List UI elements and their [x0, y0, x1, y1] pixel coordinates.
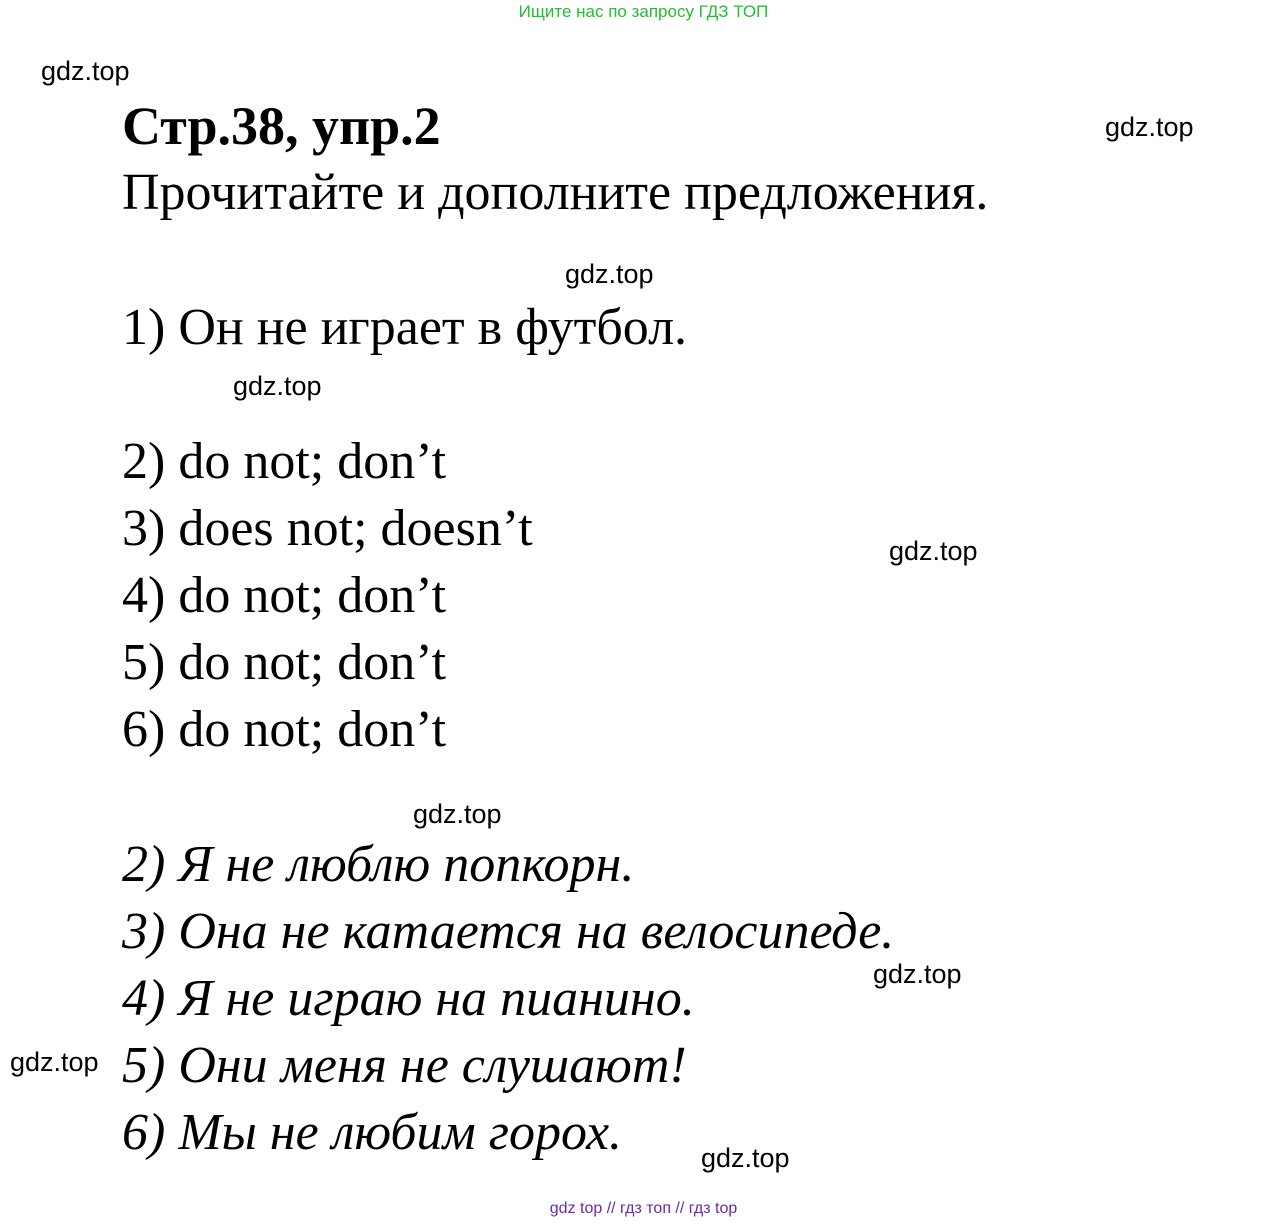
exercise-instruction: Прочитайте и дополните предложения. — [122, 164, 989, 221]
translations-list — [122, 831, 894, 1166]
answer-line: 6) do not; don’t — [122, 701, 447, 758]
first-answer: 1) Он не играет в футбол. — [122, 299, 688, 356]
watermark: gdz.top — [889, 536, 978, 566]
watermark: gdz.top — [233, 371, 322, 401]
answer-line: 2) do not; don’t — [122, 433, 447, 490]
watermark: gdz.top — [701, 1143, 790, 1173]
answer-line: 3) does not; doesn’t — [122, 500, 533, 557]
top-banner: Ищите нас по запросу ГДЗ ТОП — [518, 2, 769, 21]
watermark: gdz.top — [10, 1047, 99, 1077]
exercise-title: Стр.38, упр.2 — [122, 96, 441, 156]
translation-line: 4) Я не играю на пианино. — [122, 970, 695, 1027]
translation-line: 2) Я не люблю попкорн. — [122, 836, 635, 893]
answer-line: 5) do not; don’t — [122, 634, 447, 691]
answers-list — [122, 428, 533, 763]
footer: gdz top // гдз топ // гдз top — [549, 1200, 738, 1217]
watermark: gdz.top — [565, 259, 654, 289]
translation-line: 3) Она не катается на велосипеде. — [122, 903, 895, 960]
watermark: gdz.top — [873, 959, 962, 989]
translation-line: 5) Они меня не слушают! — [122, 1037, 687, 1094]
watermark: gdz.top — [41, 56, 130, 86]
watermark: gdz.top — [413, 799, 502, 829]
watermark: gdz.top — [1105, 112, 1194, 142]
answer-line: 4) do not; don’t — [122, 567, 447, 624]
translation-line: 6) Мы не любим горох. — [122, 1104, 623, 1161]
